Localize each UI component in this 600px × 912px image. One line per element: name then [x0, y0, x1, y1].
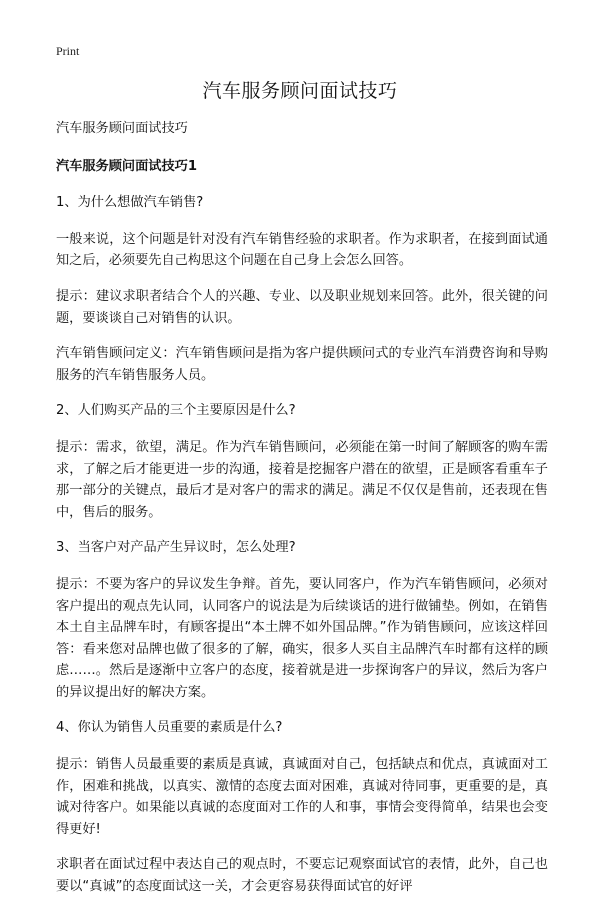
- question-2: 2、人们购买产品的三个主要原因是什么?: [56, 403, 296, 419]
- paragraph: 一般来说，这个问题是针对没有汽车销售经验的求职者。作为求职者，在接到面试通知之后，必须要先自己构思这个问题在自己身上会怎么回答。: [56, 231, 548, 269]
- question-1: 1、为什么想做汽车销售?: [56, 195, 204, 211]
- paragraph: 提示：需求，欲望，满足。作为汽车销售顾问，必须能在第一时间了解顾客的购车需求，了解之后才能更进一步的沟通，接着是挖掘客户潜在的欲望，正是顾客看重车子那一部分的关键点，最后才是对客户的需求的满足。满足不仅仅是售前，还表现在售中，售后的服务。: [56, 439, 548, 520]
- question-4: 4、你认为销售人员重要的素质是什么?: [56, 720, 283, 736]
- document-subtitle: 汽车服务顾问面试技巧: [56, 121, 188, 136]
- paragraph: 提示：销售人员最重要的素质是真诚，真诚面对自己，包括缺点和优点，真诚面对工作，困难和挑战，以真实、激情的态度去面对困难，真诚对待同事，更重要的是，真诚对待客户。如果能以真诚的态度面对工作的人和事，事情会变得简单，结果也会变得更好!: [56, 757, 548, 837]
- paragraph: 提示：建议求职者结合个人的兴趣、专业、以及职业规划来回答。此外，很关键的问题，要谈谈自己对销售的认识。: [56, 288, 548, 326]
- paragraph: 求职者在面试过程中表达自己的观点时，不要忘记观察面试官的表情，此外，自己也要以“真诚”的态度面试这一关，才会更容易获得面试官的好评: [56, 857, 548, 895]
- print-link[interactable]: Print: [56, 44, 80, 58]
- section-heading: 汽车服务顾问面试技巧1: [56, 158, 198, 174]
- page-title: 汽车服务顾问面试技巧: [202, 80, 398, 102]
- article-body: [56, 118, 548, 912]
- paragraph: 提示：不要为客户的异议发生争辩。首先，要认同客户，作为汽车销售顾问，必须对客户提出的观点先认同，认同客户的说法是为后续谈话的进行做铺垫。例如，在销售本土自主品牌车时，有顾客提出“本土牌不如外国品牌。”作为销售顾问，应该这样回答：看来您对品牌也做了很多的了解，确实，很多人买自主品牌汽车时都有这样的顾虑……。然后是逐渐中立客户的态度，接着就是进一步探询客户的异议，然后为客户的异议提出好的解决方案。: [56, 576, 548, 700]
- paragraph: 汽车销售顾问定义：汽车销售顾问是指为客户提供顾问式的专业汽车消费咨询和导购服务的汽车销售服务人员。: [56, 346, 548, 383]
- question-3: 3、当客户对产品产生异议时，怎么处理?: [56, 540, 296, 556]
